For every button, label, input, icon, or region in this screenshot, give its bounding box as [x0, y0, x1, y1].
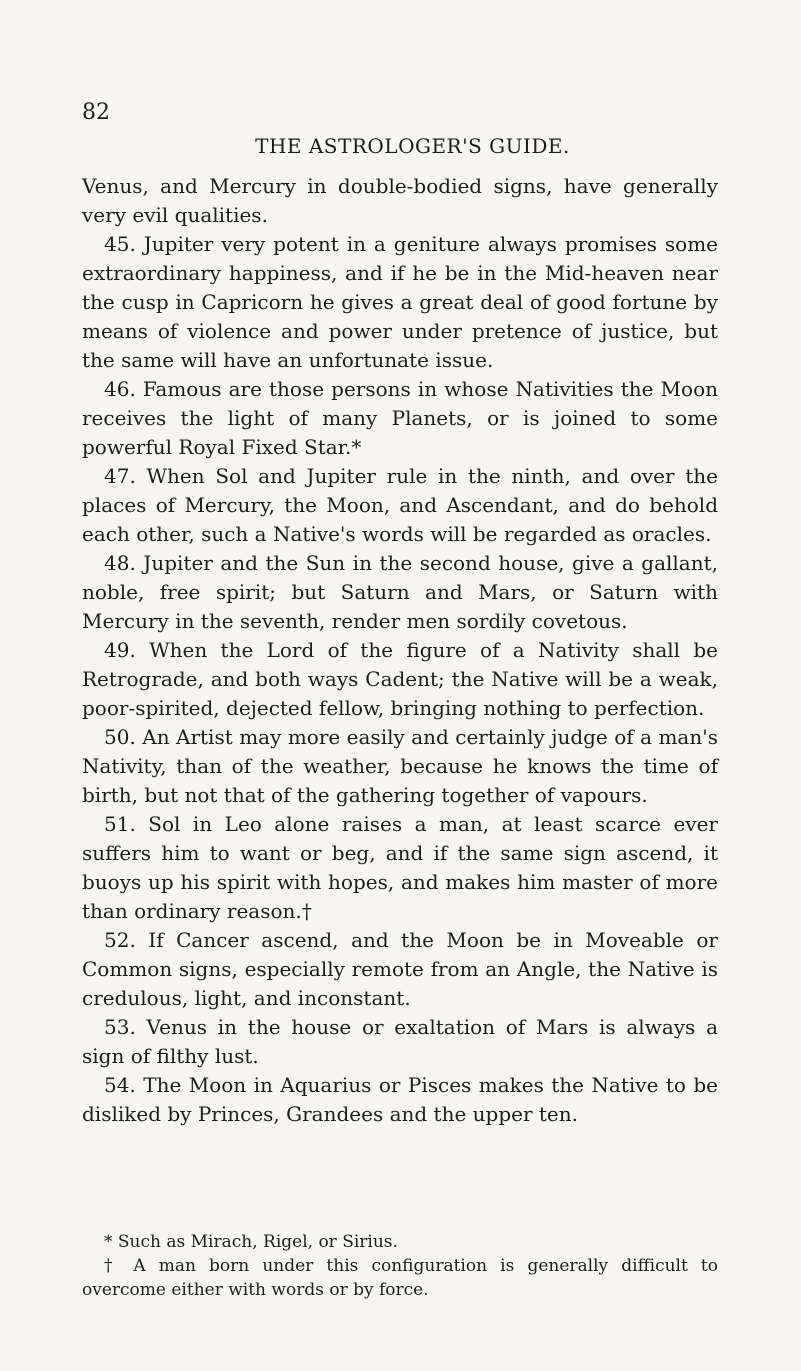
paragraph-48: 48. Jupiter and the Sun in the second house, give a gallant, noble, free spirit; but Saturn and Mars, or Saturn with Mercury in the seventh, render men sordily covetous. [82, 551, 718, 633]
footnote-asterisk: * Such as Mirach, Rigel, or Sirius. [104, 1232, 398, 1252]
footnote-dagger: † A man born under this configuration is generally difficult to overcome either with words or by force. [82, 1256, 718, 1300]
paragraph-continuation: Venus, and Mercury in double-bodied signs, have generally very evil qualities. [82, 174, 718, 227]
paragraph-53: 53. Venus in the house or exaltation of Mars is always a sign of filthy lust. [82, 1015, 718, 1068]
paragraph-50: 50. An Artist may more easily and certainly judge of a man's Nativity, than of the weather, because he knows the time of birth, but not that of the gathering together of vapours. [82, 725, 718, 807]
paragraph-49: 49. When the Lord of the figure of a Nativity shall be Retrograde, and both ways Cadent; the Native will be a weak, poor-spirited, dejected fellow, bringing nothing to perfection. [82, 638, 718, 720]
body-text [82, 172, 718, 1129]
paragraph-45: 45. Jupiter very potent in a geniture always promises some extraordinary happiness, and if he be in the Mid-heaven near the cusp in Capricorn he gives a great deal of good fortune by means of violence and power under pretence of justice, but the same will have an unfortunate issue. [82, 232, 718, 372]
paragraph-52: 52. If Cancer ascend, and the Moon be in Moveable or Common signs, especially remote from an Angle, the Native is credulous, light, and inconstant. [82, 928, 718, 1010]
running-title: THE ASTROLOGER'S GUIDE. [255, 134, 570, 158]
paragraph-51: 51. Sol in Leo alone raises a man, at least scarce ever suffers him to want or beg, and if the same sign ascend, it buoys up his spirit with hopes, and makes him master of more than ordinary reason.† [82, 812, 718, 923]
paragraph-47: 47. When Sol and Jupiter rule in the ninth, and over the places of Mercury, the Moon, and Ascendant, and do behold each other, such a Native's words will be regarded as oracles. [82, 464, 718, 546]
page-number: 82 [82, 100, 110, 125]
footnotes [82, 1230, 718, 1302]
paragraph-46: 46. Famous are those persons in whose Nativities the Moon receives the light of many Planets, or is joined to some powerful Royal Fixed Star.* [82, 377, 718, 459]
paragraph-54: 54. The Moon in Aquarius or Pisces makes the Native to be disliked by Princes, Grandees and the upper ten. [82, 1073, 718, 1126]
